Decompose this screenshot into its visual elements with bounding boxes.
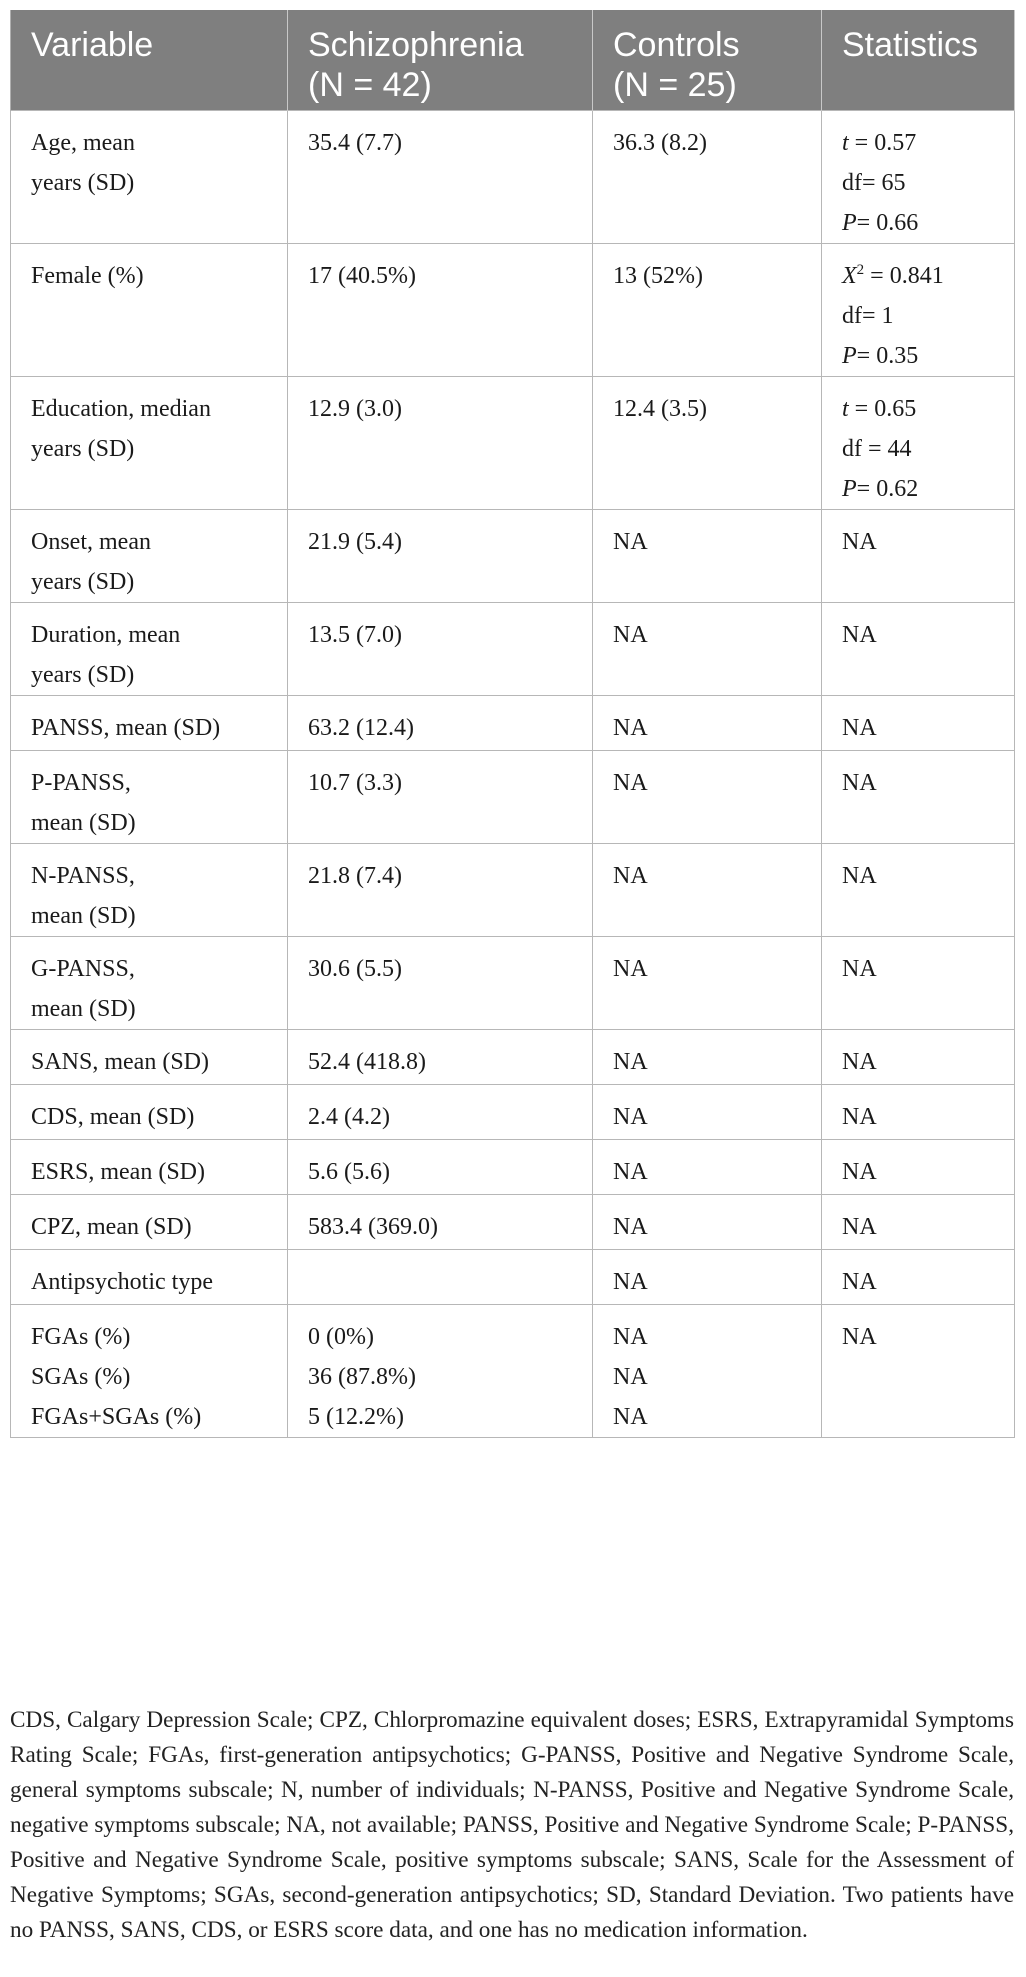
statistic-line: [842, 429, 996, 469]
cell-schizophrenia: [288, 509, 593, 602]
table-footnote: CDS, Calgary Depression Scale; CPZ, Chlorpromazine equivalent doses; ESRS, Extrapyramidal Symptoms Rating Scale; FGAs, first-generation antipsychotics; G-PANSS, Positive and Negative Syndrome Scale, general symptoms subscale; N, number of individuals; N-PANSS, Positive and Negative Syndrome Scale, negative symptoms subscale; NA, not available; PANSS, Positive and Negative Syndrome Scale; P-PANSS, Positive and Negative Syndrome Scale, positive symptoms subscale; SANS, Scale for the Assessment of Negative Symptoms; SGAs, second-generation antipsychotics; SD, Standard Deviation. Two patients have no PANSS, SANS, CDS, or ESRS score data, and one has no medication information.: [10, 1707, 1014, 1944]
statistic-line: [842, 1042, 996, 1082]
cell-line: NA: [613, 769, 648, 796]
statistic-value: NA: [842, 1268, 877, 1295]
cell-schizophrenia: [288, 936, 593, 1029]
cell-statistics: [822, 936, 1015, 1029]
cell-controls: [593, 1249, 822, 1304]
cell-line: 10.7 (3.3): [308, 769, 402, 796]
cell-schizophrenia: [288, 376, 593, 509]
cell-statistics: [822, 843, 1015, 936]
table-row: [11, 110, 1015, 243]
statistic-value: NA: [842, 1048, 877, 1075]
table-header-row: [11, 10, 1015, 110]
cell-line: NA: [613, 1403, 648, 1430]
table-body: [11, 110, 1015, 1437]
table-row: [11, 376, 1015, 509]
statistic-value: NA: [842, 769, 877, 796]
cell-controls: [593, 1029, 822, 1084]
cell-controls: [593, 602, 822, 695]
statistic-superscript: 2: [856, 261, 865, 278]
statistic-value: NA: [842, 621, 877, 648]
statistic-value: = 0.35: [856, 342, 919, 369]
cell-line: NA: [613, 1213, 648, 1240]
cell-line: Duration, mean: [31, 621, 181, 648]
table-row: [11, 843, 1015, 936]
cell-line: P-PANSS,: [31, 769, 131, 796]
table-row: [11, 695, 1015, 750]
statistic-line: [842, 256, 996, 296]
table-row: [11, 1084, 1015, 1139]
cell-line: Female (%): [31, 262, 144, 289]
cell-line: 63.2 (12.4): [308, 714, 414, 741]
cell-line: 2.4 (4.2): [308, 1103, 390, 1130]
header-line: Controls: [613, 26, 740, 64]
statistic-symbol: P: [842, 209, 857, 236]
cell-line: 13 (52%): [613, 262, 703, 289]
cell-schizophrenia: [288, 1029, 593, 1084]
cell-line: 35.4 (7.7): [308, 129, 402, 156]
cell-line: 13.5 (7.0): [308, 621, 402, 648]
cell-line: NA: [613, 1048, 648, 1075]
cell-line: FGAs (%): [31, 1323, 131, 1350]
statistic-value: = 0.66: [856, 209, 919, 236]
cell-line: 36.3 (8.2): [613, 129, 707, 156]
cell-line: G-PANSS,: [31, 955, 135, 982]
cell-controls: [593, 1194, 822, 1249]
header-line: Statistics: [842, 26, 979, 64]
cell-line: years (SD): [31, 661, 135, 688]
statistic-value: df= 65: [842, 169, 906, 196]
cell-controls: [593, 695, 822, 750]
cell-statistics: [822, 750, 1015, 843]
statistic-line: [842, 708, 996, 748]
cell-line: PANSS, mean (SD): [31, 714, 221, 741]
cell-controls: [593, 509, 822, 602]
table-row: [11, 602, 1015, 695]
statistic-line: [842, 1317, 996, 1357]
cell-line: mean (SD): [31, 809, 136, 836]
cell-line: CDS, mean (SD): [31, 1103, 195, 1130]
demographics-table-container: [10, 10, 1014, 1438]
statistic-value: NA: [842, 955, 877, 982]
cell-line: 5.6 (5.6): [308, 1158, 390, 1185]
cell-schizophrenia: [288, 695, 593, 750]
cell-line: NA: [613, 862, 648, 889]
statistic-symbol: P: [842, 475, 857, 502]
cell-statistics: [822, 695, 1015, 750]
cell-statistics: [822, 1084, 1015, 1139]
statistic-line: [842, 856, 996, 896]
cell-line: NA: [613, 621, 648, 648]
cell-variable: [11, 1084, 288, 1139]
cell-variable: [11, 602, 288, 695]
cell-line: mean (SD): [31, 902, 136, 929]
cell-controls: [593, 750, 822, 843]
cell-line: N-PANSS,: [31, 862, 135, 889]
cell-controls: [593, 936, 822, 1029]
cell-line: NA: [613, 1103, 648, 1130]
cell-line: FGAs+SGAs (%): [31, 1403, 202, 1430]
statistic-line: [842, 389, 996, 429]
cell-line: NA: [613, 1158, 648, 1185]
cell-line: Onset, mean: [31, 528, 151, 555]
cell-controls: [593, 376, 822, 509]
header-statistics: [822, 10, 1015, 110]
cell-line: 583.4 (369.0): [308, 1213, 438, 1240]
cell-line: years (SD): [31, 568, 135, 595]
statistic-value: NA: [842, 714, 877, 741]
header-variable: [11, 10, 288, 110]
statistic-line: [842, 522, 996, 562]
cell-controls: [593, 1304, 822, 1437]
cell-statistics: [822, 1029, 1015, 1084]
cell-schizophrenia: [288, 1139, 593, 1194]
cell-line: CPZ, mean (SD): [31, 1213, 192, 1240]
cell-controls: [593, 243, 822, 376]
header-controls: [593, 10, 822, 110]
cell-line: ESRS, mean (SD): [31, 1158, 205, 1185]
table-row: [11, 243, 1015, 376]
statistic-line: [842, 1152, 996, 1192]
statistic-symbol: t: [842, 395, 849, 422]
cell-line: 0 (0%): [308, 1323, 374, 1350]
cell-variable: [11, 695, 288, 750]
cell-variable: [11, 1139, 288, 1194]
statistic-value: NA: [842, 528, 877, 555]
statistic-value: NA: [842, 1213, 877, 1240]
demographics-table: [10, 10, 1015, 1438]
statistic-value: = 0.62: [856, 475, 919, 502]
cell-line: 21.8 (7.4): [308, 862, 402, 889]
statistic-line: [842, 203, 996, 243]
cell-statistics: [822, 243, 1015, 376]
statistic-value: NA: [842, 1323, 877, 1350]
statistic-line: [842, 123, 996, 163]
cell-line: 36 (87.8%): [308, 1363, 416, 1390]
cell-line: NA: [613, 955, 648, 982]
cell-line: mean (SD): [31, 995, 136, 1022]
cell-statistics: [822, 1249, 1015, 1304]
cell-variable: [11, 243, 288, 376]
cell-variable: [11, 110, 288, 243]
table-row: [11, 1029, 1015, 1084]
cell-line: SANS, mean (SD): [31, 1048, 209, 1075]
cell-controls: [593, 843, 822, 936]
cell-controls: [593, 1084, 822, 1139]
cell-statistics: [822, 602, 1015, 695]
header-line: (N = 25): [613, 66, 737, 104]
statistic-line: [842, 1207, 996, 1247]
cell-variable: [11, 843, 288, 936]
cell-schizophrenia: [288, 602, 593, 695]
cell-line: NA: [613, 1363, 648, 1390]
statistic-value: = 0.57: [848, 129, 917, 156]
cell-line: 52.4 (418.8): [308, 1048, 426, 1075]
cell-line: Education, median: [31, 395, 211, 422]
statistic-value: NA: [842, 1158, 877, 1185]
statistic-value: df= 1: [842, 302, 894, 329]
statistic-value: = 0.65: [848, 395, 917, 422]
statistic-symbol: P: [842, 342, 857, 369]
cell-variable: [11, 509, 288, 602]
cell-line: 21.9 (5.4): [308, 528, 402, 555]
statistic-line: [842, 336, 996, 376]
cell-schizophrenia: [288, 1084, 593, 1139]
statistic-value: df = 44: [842, 435, 912, 462]
statistic-line: [842, 163, 996, 203]
cell-controls: [593, 1139, 822, 1194]
statistic-line: [842, 296, 996, 336]
statistic-line: [842, 949, 996, 989]
cell-schizophrenia: [288, 243, 593, 376]
cell-schizophrenia: [288, 1304, 593, 1437]
cell-variable: [11, 1249, 288, 1304]
table-row: [11, 936, 1015, 1029]
statistic-value: NA: [842, 862, 877, 889]
cell-variable: [11, 750, 288, 843]
cell-schizophrenia: [288, 1194, 593, 1249]
cell-statistics: [822, 376, 1015, 509]
statistic-symbol: X: [842, 262, 857, 289]
cell-controls: [593, 110, 822, 243]
table-row: [11, 750, 1015, 843]
statistic-value: NA: [842, 1103, 877, 1130]
statistic-line: [842, 763, 996, 803]
cell-schizophrenia: [288, 110, 593, 243]
cell-variable: [11, 376, 288, 509]
cell-line: 17 (40.5%): [308, 262, 416, 289]
table-row: [11, 1304, 1015, 1437]
cell-line: NA: [613, 1268, 648, 1295]
cell-statistics: [822, 1194, 1015, 1249]
cell-statistics: [822, 509, 1015, 602]
header-line: Variable: [31, 26, 154, 64]
statistic-line: [842, 1262, 996, 1302]
cell-line: 5 (12.2%): [308, 1403, 404, 1430]
cell-schizophrenia: [288, 750, 593, 843]
cell-schizophrenia: [288, 843, 593, 936]
table-row: [11, 1194, 1015, 1249]
header-schizophrenia: [288, 10, 593, 110]
cell-line: Antipsychotic type: [31, 1268, 213, 1295]
table-row: [11, 1249, 1015, 1304]
cell-line: NA: [613, 1323, 648, 1350]
cell-schizophrenia: [288, 1249, 593, 1304]
cell-variable: [11, 1304, 288, 1437]
cell-line: 12.4 (3.5): [613, 395, 707, 422]
cell-line: years (SD): [31, 169, 135, 196]
cell-line: years (SD): [31, 435, 135, 462]
cell-line: NA: [613, 714, 648, 741]
table-header: [11, 10, 1015, 110]
table-row: [11, 1139, 1015, 1194]
table-row: [11, 509, 1015, 602]
statistic-symbol: t: [842, 129, 849, 156]
statistic-line: [842, 469, 996, 509]
cell-line: 30.6 (5.5): [308, 955, 402, 982]
cell-line: 12.9 (3.0): [308, 395, 402, 422]
cell-statistics: [822, 1304, 1015, 1437]
cell-variable: [11, 1029, 288, 1084]
cell-variable: [11, 936, 288, 1029]
cell-statistics: [822, 1139, 1015, 1194]
cell-statistics: [822, 110, 1015, 243]
header-line: (N = 42): [308, 66, 432, 104]
header-line: Schizophrenia: [308, 26, 524, 64]
cell-line: SGAs (%): [31, 1363, 131, 1390]
statistic-line: [842, 1097, 996, 1137]
cell-line: NA: [613, 528, 648, 555]
cell-line: Age, mean: [31, 129, 135, 156]
statistic-value: = 0.841: [864, 262, 944, 289]
cell-variable: [11, 1194, 288, 1249]
statistic-line: [842, 615, 996, 655]
